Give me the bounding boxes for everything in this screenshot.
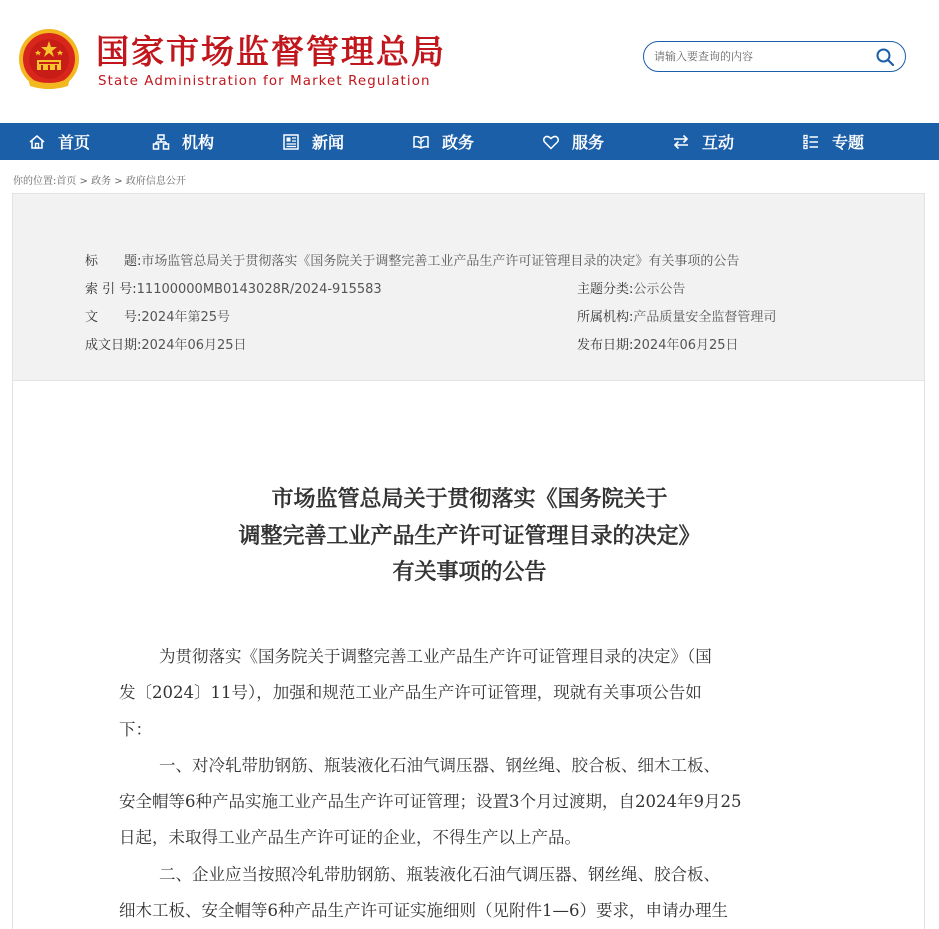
nav-item-label: 新闻 — [311, 133, 344, 152]
nav-item-label: 互动 — [701, 133, 734, 152]
info-title-row — [85, 253, 739, 271]
breadcrumb-government-link[interactable]: 政务 — [91, 176, 112, 187]
article-line: 细木工板、安全帽等6种产品生产许可证实施细则（见附件1—6）要求，申请办理生 — [119, 901, 728, 921]
article-title-line: 市场监管总局关于贯彻落实《国务院关于 — [271, 486, 668, 512]
nav-item-services[interactable] — [508, 123, 638, 160]
main-nav — [0, 123, 939, 160]
breadcrumb-info-disclosure-link[interactable]: 政府信息公开 — [125, 176, 186, 187]
site-header — [0, 0, 939, 123]
document-info-panel — [12, 193, 925, 381]
info-topic-label: 主题分类: — [577, 282, 634, 297]
nav-item-label: 首页 — [57, 133, 90, 152]
heart-icon — [542, 133, 560, 151]
info-org-label: 所属机构: — [577, 310, 634, 325]
search-icon[interactable] — [875, 47, 895, 67]
nav-item-news[interactable] — [248, 123, 378, 160]
info-index-label: 索 引 号: — [85, 282, 137, 297]
article-line: 发〔2024〕11号），加强和规范工业产品生产许可证管理，现就有关事项公告如 — [119, 683, 702, 703]
nav-item-label: 机构 — [181, 133, 214, 152]
search-box — [643, 41, 906, 72]
info-created-value: 2024年06月25日 — [141, 338, 247, 353]
article-body — [119, 639, 825, 929]
info-topic-value: 公示公告 — [633, 282, 686, 297]
nav-item-government-affairs[interactable] — [378, 123, 508, 160]
nav-item-organization[interactable] — [118, 123, 248, 160]
nav-item-home[interactable] — [0, 123, 118, 160]
nav-item-label: 政务 — [441, 133, 474, 152]
home-icon — [28, 133, 46, 151]
site-title-cn[interactable]: 国家市场监督管理总局 — [96, 32, 446, 71]
nav-item-label: 服务 — [571, 133, 604, 152]
nav-item-label: 专题 — [831, 133, 864, 152]
org-chart-icon — [152, 133, 170, 151]
site-title-en[interactable]: State Administration for Market Regulation — [98, 74, 431, 89]
info-title-label: 标 题: — [85, 254, 142, 269]
info-docno-value: 2024年第25号 — [141, 310, 231, 325]
info-created-label: 成文日期: — [85, 338, 142, 353]
info-topic-row — [577, 281, 685, 299]
national-emblem-icon[interactable] — [16, 28, 82, 94]
nav-item-interaction[interactable] — [638, 123, 768, 160]
info-published-row — [577, 337, 739, 355]
info-index-value: 11100000MB0143028R/2024-915583 — [136, 282, 382, 297]
breadcrumb-separator: > — [76, 176, 92, 187]
info-published-label: 发布日期: — [577, 338, 634, 353]
info-org-row — [577, 309, 776, 327]
newspaper-icon — [282, 133, 300, 151]
article-line: 安全帽等6种产品实施工业产品生产许可证管理；设置3个月过渡期，自2024年9月25 — [119, 792, 742, 812]
article-line: 二、企业应当按照冷轧带肋钢筋、瓶装液化石油气调压器、钢丝绳、胶合板、 — [159, 864, 720, 884]
article-line: 下： — [119, 719, 152, 739]
search-input[interactable] — [654, 47, 869, 65]
info-docno-label: 文 号: — [85, 310, 142, 325]
article-line: 日起，未取得工业产品生产许可证的企业，不得生产以上产品。 — [119, 828, 581, 848]
breadcrumb-prefix: 你的位置: — [13, 176, 57, 187]
breadcrumb-home-link[interactable]: 首页 — [56, 176, 77, 187]
article-title-line: 有关事项的公告 — [392, 559, 547, 585]
exchange-arrows-icon — [672, 133, 690, 151]
article-content — [12, 381, 925, 929]
breadcrumb-separator: > — [111, 176, 126, 187]
breadcrumb — [13, 172, 186, 187]
info-published-value: 2024年06月25日 — [633, 338, 739, 353]
info-created-row — [85, 337, 247, 355]
info-org-value: 产品质量安全监督管理司 — [633, 310, 777, 325]
article-line: 一、对冷轧带肋钢筋、瓶装液化石油气调压器、钢丝绳、胶合板、细木工板、 — [159, 755, 720, 775]
list-icon — [802, 133, 820, 151]
article-title-line: 调整完善工业产品生产许可证管理目录的决定》 — [238, 522, 701, 549]
nav-item-topics[interactable] — [768, 123, 898, 160]
article-title — [13, 481, 926, 591]
info-index-row — [85, 281, 382, 299]
article-line: 为贯彻落实《国务院关于调整完善工业产品生产许可证管理目录的决定》（国 — [159, 647, 712, 666]
info-title-value: 市场监管总局关于贯彻落实《国务院关于调整完善工业产品生产许可证管理目录的决定》有关事项的公告 — [141, 254, 740, 269]
info-docno-row — [85, 309, 230, 327]
shield-book-icon — [412, 133, 430, 151]
